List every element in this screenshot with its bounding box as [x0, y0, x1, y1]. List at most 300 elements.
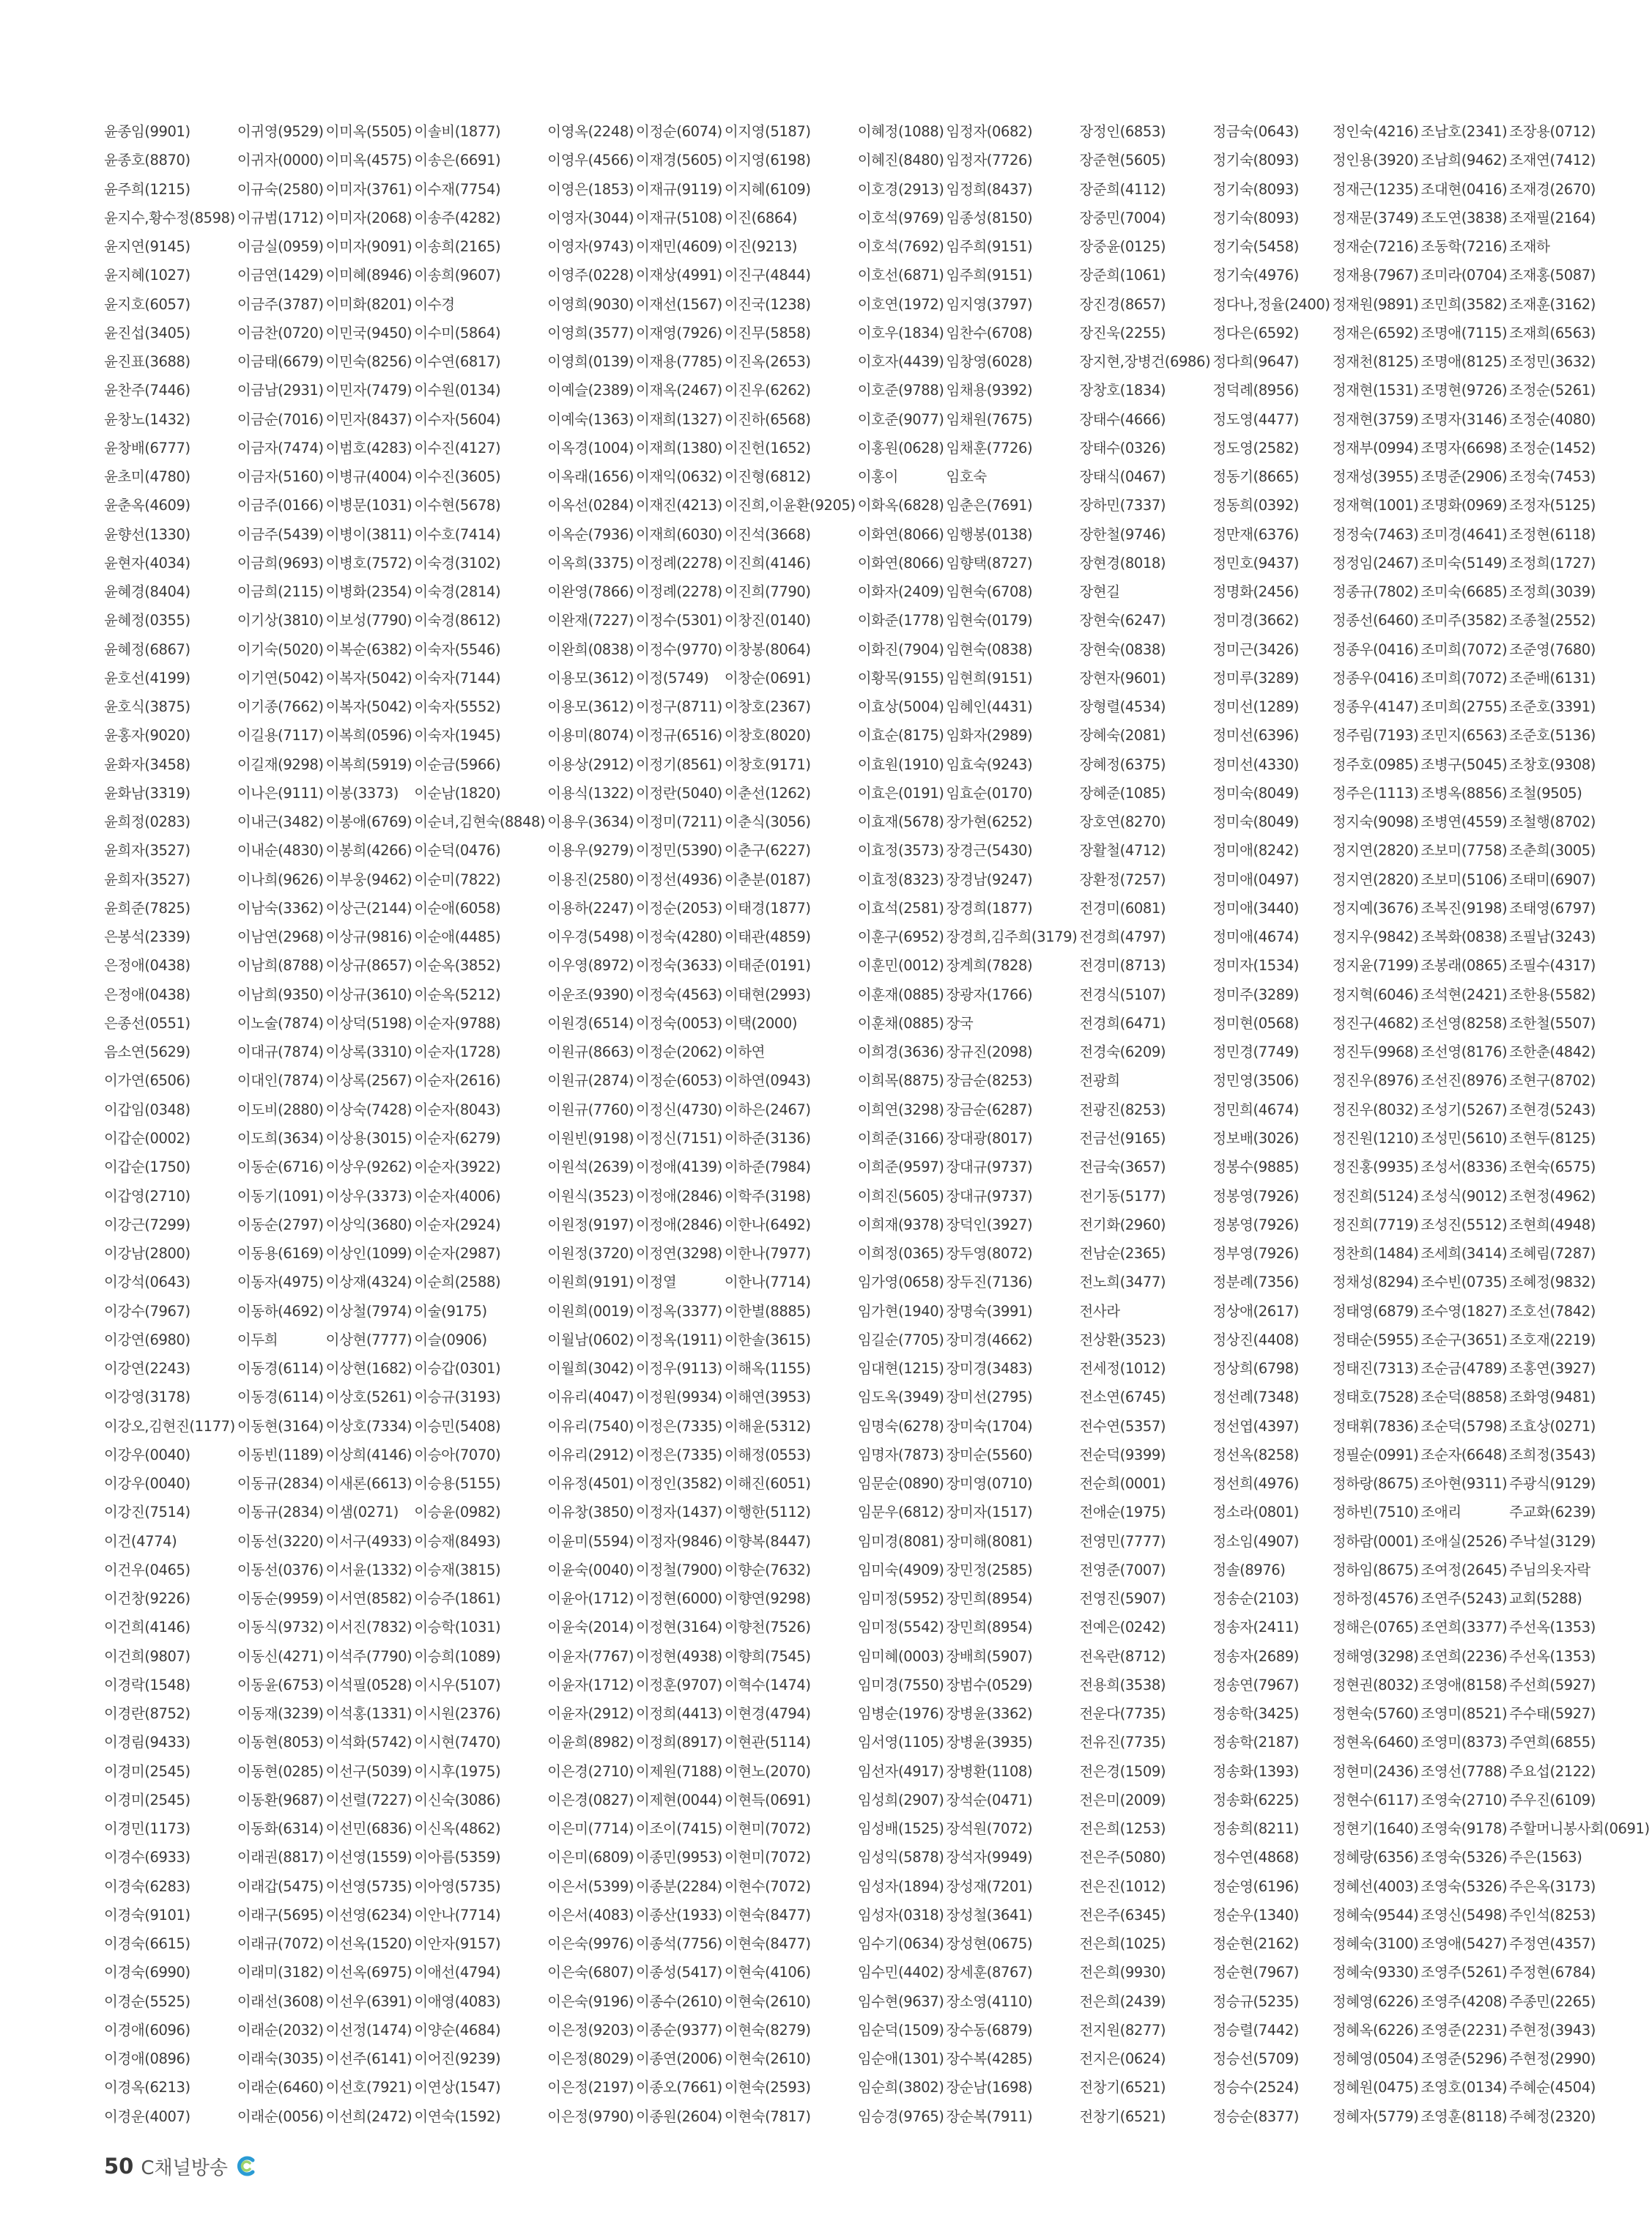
donor-entry: 이은정(9790): [547, 2107, 634, 2125]
donor-entry: 이강영(3178): [104, 1389, 190, 1406]
donor-entry: 이종오(7661): [636, 2079, 722, 2096]
donor-entry: 이선구(5039): [325, 1762, 412, 1780]
donor-entry: 이해진(6051): [724, 1475, 811, 1493]
donor-entry: 이정애(4139): [636, 1159, 722, 1176]
donor-entry: 임문순(0890): [857, 1475, 944, 1493]
donor-entry: 이종순(9377): [636, 2021, 722, 2039]
donor-entry: 이동현(0285): [237, 1762, 324, 1780]
donor-entry: 이상익(3680): [325, 1216, 412, 1233]
donor-entry: 전광희: [1079, 1072, 1120, 1090]
donor-entry: 정혜영(6226): [1332, 1992, 1419, 2010]
donor-entry: 이선정(1474): [325, 2021, 412, 2039]
donor-entry: 이경숙(6990): [104, 1964, 190, 1981]
donor-entry: 이애선(4794): [414, 1964, 501, 1981]
donor-entry: 조순금(4789): [1421, 1360, 1508, 1378]
donor-entry: 이원규(7760): [547, 1101, 634, 1118]
donor-entry: 정미애(8242): [1212, 842, 1299, 860]
donor-entry: 이유리(4047): [547, 1389, 634, 1406]
donor-entry: 조영주(4208): [1421, 1992, 1508, 2010]
donor-entry: 주선옥(1353): [1509, 1647, 1596, 1665]
donor-entry: 이하은(2467): [724, 1101, 811, 1118]
donor-entry: 이정미(7211): [636, 813, 722, 831]
donor-entry: 조재필(2164): [1509, 209, 1596, 226]
donor-entry: 이학주(3198): [724, 1187, 811, 1205]
donor-entry: 조태영(6797): [1509, 899, 1596, 917]
donor-entry: 이종원(2604): [636, 2107, 722, 2125]
donor-entry: 이동빈(1189): [237, 1446, 324, 1463]
donor-entry: 전상환(3523): [1079, 1331, 1166, 1348]
donor-entry: 주정현(6784): [1509, 1964, 1596, 1981]
donor-entry: 이완영(7866): [547, 583, 634, 601]
donor-entry: 정재근(1235): [1332, 180, 1419, 198]
donor-entry: 이강근(7299): [104, 1216, 190, 1233]
donor-entry: 전유진(7735): [1079, 1734, 1166, 1751]
donor-entry: 이래선(3608): [237, 1992, 324, 2010]
donor-entry: 이유정(4501): [547, 1475, 634, 1493]
donor-entry: 이호석(7692): [857, 238, 944, 256]
donor-entry: 조영숙(5326): [1421, 1849, 1508, 1866]
donor-entry: 장대규(9737): [946, 1187, 1033, 1205]
donor-entry: 이영희(0139): [547, 353, 634, 371]
donor-entry: 이순자(2924): [414, 1216, 501, 1233]
donor-entry: 이화옥(6828): [857, 497, 944, 514]
donor-entry: 이기숙(5020): [237, 640, 324, 658]
donor-entry: 전옥란(8712): [1079, 1647, 1166, 1665]
donor-entry: 이선영(6234): [325, 1906, 412, 1924]
donor-entry: 정상애(2617): [1212, 1302, 1299, 1320]
donor-entry: 이정은(7335): [636, 1417, 722, 1435]
donor-entry: 이창호(2367): [724, 698, 811, 716]
donor-entry: 정인용(3920): [1332, 152, 1419, 169]
donor-entry: 정순현(2162): [1212, 1935, 1299, 1953]
donor-entry: 이나희(9626): [237, 871, 324, 888]
donor-entry: 정기숙(4976): [1212, 267, 1299, 284]
donor-entry: 이상현(1682): [325, 1360, 412, 1378]
donor-entry: 이경숙(9101): [104, 1906, 190, 1924]
donor-entry: 이봉애(6769): [325, 813, 412, 831]
donor-entry: 장순남(1698): [946, 2079, 1033, 2096]
donor-entry: 이향복(8447): [724, 1532, 811, 1550]
donor-entry: 주혜정(2320): [1509, 2107, 1596, 2125]
donor-entry: 이해윤(5312): [724, 1417, 811, 1435]
donor-entry: 정지숙(9098): [1332, 813, 1419, 831]
donor-entry: 이귀영(9529): [237, 123, 324, 140]
donor-entry: 전창기(6521): [1079, 2107, 1166, 2125]
donor-entry: 이정은(7335): [636, 1446, 722, 1463]
donor-entry: 조병연(4559): [1421, 813, 1508, 831]
donor-entry: 전순희(0001): [1079, 1475, 1166, 1493]
donor-entry: 이태경(1877): [724, 899, 811, 917]
donor-entry: 이두희: [237, 1331, 278, 1348]
donor-entry: 이재민(4609): [636, 238, 722, 256]
donor-entry: 정혜선(4003): [1332, 1877, 1419, 1895]
donor-entry: 이춘식(3056): [724, 813, 811, 831]
donor-entry: 조보미(7758): [1421, 842, 1508, 860]
donor-entry: 이은미(6809): [547, 1849, 634, 1866]
donor-entry: 이정선(4936): [636, 871, 722, 888]
donor-entry: 이동화(6314): [237, 1820, 324, 1838]
donor-entry: 조애실(2526): [1421, 1532, 1508, 1550]
donor-entry: 정승순(8377): [1212, 2107, 1299, 2125]
donor-entry: 조애리: [1421, 1504, 1462, 1521]
donor-entry: 이강석(0643): [104, 1274, 190, 1291]
donor-entry: 이선주(6141): [325, 2050, 412, 2068]
donor-entry: 이영희(9030): [547, 295, 634, 313]
donor-entry: 이석주(7790): [325, 1647, 412, 1665]
donor-entry: 조호재(2219): [1509, 1331, 1596, 1348]
donor-entry: 조미라(0704): [1421, 267, 1508, 284]
donor-entry: 이선우(6391): [325, 1992, 412, 2010]
donor-entry: 이동자(4975): [237, 1274, 324, 1291]
donor-entry: 이용우(3634): [547, 813, 634, 831]
donor-entry: 이경민(1173): [104, 1820, 190, 1838]
donor-entry: 장진경(8657): [1079, 295, 1166, 313]
donor-entry: 이상용(3015): [325, 1129, 412, 1147]
donor-entry: 이정희(4413): [636, 1705, 722, 1723]
donor-entry: 조미희(7072): [1421, 640, 1508, 658]
donor-entry: 이재진(4213): [636, 497, 722, 514]
donor-entry: 이하준(7984): [724, 1159, 811, 1176]
donor-entry: 조현경(5243): [1509, 1101, 1596, 1118]
donor-entry: 이숙자(1945): [414, 727, 501, 745]
donor-entry: 윤창노(1432): [104, 410, 190, 428]
donor-entry: 정현미(2436): [1332, 1762, 1419, 1780]
donor-entry: 이효원(1910): [857, 756, 944, 773]
donor-entry: 임명숙(6278): [857, 1417, 944, 1435]
donor-entry: 장태수(0326): [1079, 439, 1166, 457]
donor-entry: 정승규(5235): [1212, 1992, 1299, 2010]
donor-entry: 이내순(4830): [237, 842, 324, 860]
donor-entry: 이진희,이윤환(9205): [724, 497, 856, 514]
donor-entry: 정혜숙(9330): [1332, 1964, 1419, 1981]
donor-entry: 조장용(0712): [1509, 123, 1596, 140]
donor-entry: 이애영(4083): [414, 1992, 501, 2010]
donor-entry: 전지은(0624): [1079, 2050, 1166, 2068]
donor-entry: 장정인(6853): [1079, 123, 1166, 140]
donor-entry: 이화자(2409): [857, 583, 944, 601]
donor-entry: 정미자(1534): [1212, 957, 1299, 975]
donor-entry: 이경미(2545): [104, 1791, 190, 1809]
donor-entry: 전영진(5907): [1079, 1590, 1166, 1608]
donor-entry: 이상규(3610): [325, 986, 412, 1003]
donor-entry: 이창봉(8064): [724, 640, 811, 658]
donor-entry: 윤향선(1330): [104, 525, 190, 543]
donor-entry: 윤지호(6057): [104, 295, 190, 313]
donor-entry: 조정순(4080): [1509, 410, 1596, 428]
donor-entry: 장활철(4712): [1079, 842, 1166, 860]
donor-entry: 임화자(2989): [946, 727, 1033, 745]
donor-entry: 이태현(2993): [724, 986, 811, 1003]
donor-entry: 이진헌(1652): [724, 439, 811, 457]
donor-entry: 이재용(7785): [636, 353, 722, 371]
donor-entry: 장병윤(3935): [946, 1734, 1033, 1751]
donor-entry: 전은경(1509): [1079, 1762, 1166, 1780]
donor-entry: 윤화남(3319): [104, 784, 190, 802]
donor-entry: 이송주(4282): [414, 209, 501, 226]
donor-entry: 이동선(3220): [237, 1532, 324, 1550]
donor-entry: 이창진(0140): [724, 612, 811, 629]
donor-entry: 정재원(9891): [1332, 295, 1419, 313]
donor-entry: 이재경(5605): [636, 152, 722, 169]
donor-entry: 이재옥(2467): [636, 382, 722, 399]
donor-entry: 윤주희(1215): [104, 180, 190, 198]
donor-entry: 윤현자(4034): [104, 554, 190, 572]
donor-entry: 조준영(7680): [1509, 640, 1596, 658]
donor-entry: 이원희(0019): [547, 1302, 634, 1320]
donor-entry: 정순우(1340): [1212, 1906, 1299, 1924]
donor-entry: 장경희(1877): [946, 899, 1033, 917]
donor-entry: 이기연(5042): [237, 669, 324, 687]
donor-entry: 이정숙(3633): [636, 957, 722, 975]
donor-entry: 이종연(2006): [636, 2050, 722, 2068]
donor-entry: 장현숙(0838): [1079, 640, 1166, 658]
donor-entry: 윤혜정(0355): [104, 612, 190, 629]
donor-entry: 장석자(9949): [946, 1849, 1033, 1866]
donor-entry: 정종선(6460): [1332, 612, 1419, 629]
donor-entry: 이래갑(5475): [237, 1877, 324, 1895]
donor-entry: 임성배(1525): [857, 1820, 944, 1838]
donor-entry: 윤종임(9901): [104, 123, 190, 140]
donor-entry: 정해영(3298): [1332, 1647, 1419, 1665]
donor-entry: 이석필(0528): [325, 1676, 412, 1693]
donor-entry: 이원정(9197): [547, 1216, 634, 1233]
donor-entry: 이진희(4146): [724, 554, 811, 572]
donor-entry: 이옥선(0284): [547, 497, 634, 514]
donor-entry: 정하임(8675): [1332, 1561, 1419, 1578]
donor-entry: 정선옥(8258): [1212, 1446, 1299, 1463]
donor-entry: 조재경(2670): [1509, 180, 1596, 198]
donor-entry: 이규범(1712): [237, 209, 324, 226]
donor-entry: 조화영(9481): [1509, 1389, 1596, 1406]
donor-entry: 조정민(3632): [1509, 353, 1596, 371]
donor-entry: 이금희(9693): [237, 554, 324, 572]
donor-entry: 이윤희(8982): [547, 1734, 634, 1751]
donor-entry: 정종우(0416): [1332, 640, 1419, 658]
donor-entry: 주종민(2265): [1509, 1992, 1596, 2010]
donor-entry: 이정신(4730): [636, 1101, 722, 1118]
donor-entry: 이송은(6691): [414, 152, 501, 169]
donor-entry: 장금순(6287): [946, 1101, 1033, 1118]
donor-entry: 이어진(9239): [414, 2050, 501, 2068]
donor-entry: 정주호(0985): [1332, 756, 1419, 773]
donor-entry: 이숙자(7144): [414, 669, 501, 687]
donor-entry: 조필수(4317): [1509, 957, 1596, 975]
donor-entry: 장형렬(4534): [1079, 698, 1166, 716]
donor-entry: 이귀자(0000): [237, 152, 324, 169]
donor-entry: 장미선(2795): [946, 1389, 1033, 1406]
donor-entry: 조필남(3243): [1509, 928, 1596, 946]
donor-entry: 장태식(0467): [1079, 468, 1166, 486]
donor-entry: 이윤숙(0040): [547, 1561, 634, 1578]
donor-entry: 조희정(3543): [1509, 1446, 1596, 1463]
donor-entry: 장한철(9746): [1079, 525, 1166, 543]
donor-entry: 이진구(4844): [724, 267, 811, 284]
donor-entry: 임성자(0318): [857, 1906, 944, 1924]
donor-entry: 임문우(6812): [857, 1504, 944, 1521]
donor-entry: 조창호(9308): [1509, 756, 1596, 773]
donor-entry: 임주희(9151): [946, 238, 1033, 256]
donor-entry: 이은숙(9196): [547, 1992, 634, 2010]
donor-entry: 이수진(3605): [414, 468, 501, 486]
donor-entry: 임미정(5952): [857, 1590, 944, 1608]
donor-entry: 이지영(6198): [724, 152, 811, 169]
donor-entry: 정정임(2467): [1332, 554, 1419, 572]
donor-entry: 이예슬(2389): [547, 382, 634, 399]
donor-entry: 이우영(8972): [547, 957, 634, 975]
donor-entry: 조병구(5045): [1421, 756, 1508, 773]
donor-entry: 이정구(8711): [636, 698, 722, 716]
donor-entry: 조혜림(7287): [1509, 1245, 1596, 1263]
donor-entry: 이정기(8561): [636, 756, 722, 773]
donor-entry: 이동용(6169): [237, 1245, 324, 1263]
donor-entry: 이봉희(4266): [325, 842, 412, 860]
donor-entry: 이해정(0553): [724, 1446, 811, 1463]
donor-entry: 임지영(3797): [946, 295, 1033, 313]
donor-entry: 이정(5749): [636, 669, 709, 687]
donor-entry: 이완재(7227): [547, 612, 634, 629]
donor-entry: 이강우(0040): [104, 1475, 190, 1493]
donor-entry: 조성식(9012): [1421, 1187, 1508, 1205]
donor-entry: 이재익(0632): [636, 468, 722, 486]
donor-entry: 이현수(7072): [724, 1877, 811, 1895]
donor-entry: 전애순(1975): [1079, 1504, 1166, 1521]
donor-entry: 조영신(5498): [1421, 1906, 1508, 1924]
donor-entry: 조재하: [1509, 238, 1550, 256]
donor-entry: 조현숙(6575): [1509, 1159, 1596, 1176]
donor-entry: 조준배(6131): [1509, 669, 1596, 687]
donor-entry: 정태호(7528): [1332, 1389, 1419, 1406]
donor-entry: 이월희(3042): [547, 1360, 634, 1378]
donor-entry: 조영숙(9178): [1421, 1820, 1508, 1838]
donor-entry: 정재은(6592): [1332, 324, 1419, 341]
donor-entry: 이내근(3482): [237, 813, 324, 831]
donor-entry: 이화준(1778): [857, 612, 944, 629]
donor-entry: 이윤자(7767): [547, 1647, 634, 1665]
donor-entry: 이호연(1972): [857, 295, 944, 313]
donor-entry: 이안자(9157): [414, 1935, 501, 1953]
donor-entry: 윤창배(6777): [104, 439, 190, 457]
donor-entry: 이래권(8817): [237, 1849, 324, 1866]
donor-entry: 이지혜(6109): [724, 180, 811, 198]
donor-entry: 이상우(9262): [325, 1159, 412, 1176]
donor-entry: 윤희자(3527): [104, 842, 190, 860]
donor-entry: 장혜숙(2081): [1079, 727, 1166, 745]
donor-entry: 주요섭(2122): [1509, 1762, 1596, 1780]
donor-entry: 전운다(7735): [1079, 1705, 1166, 1723]
donor-entry: 장호연(8270): [1079, 813, 1166, 831]
donor-entry: 이재선(1567): [636, 295, 722, 313]
donor-entry: 윤호선(4199): [104, 669, 190, 687]
donor-entry: 은종선(0551): [104, 1014, 190, 1032]
donor-entry: 조영준(5296): [1421, 2050, 1508, 2068]
donor-entry: 주혜순(4504): [1509, 2079, 1596, 2096]
donor-entry: 이진(6864): [724, 209, 798, 226]
donor-entry: 이복자(5042): [325, 669, 412, 687]
donor-entry: 이승규(3193): [414, 1389, 501, 1406]
donor-entry: 주인석(8253): [1509, 1906, 1596, 1924]
donor-entry: 정송순(2103): [1212, 1590, 1299, 1608]
donor-entry: 이정희(8917): [636, 1734, 722, 1751]
donor-entry: 이수경: [414, 295, 455, 313]
donor-entry: 장금순(8253): [946, 1072, 1033, 1090]
donor-entry: 이종석(7756): [636, 1935, 722, 1953]
donor-entry: 이정애(2846): [636, 1216, 722, 1233]
donor-entry: 이정숙(4563): [636, 986, 722, 1003]
donor-entry: 교회(5288): [1509, 1590, 1582, 1608]
donor-entry: 이승주(1861): [414, 1590, 501, 1608]
donor-entry: 이강연(2243): [104, 1360, 190, 1378]
donor-entry: 정진두(9968): [1332, 1043, 1419, 1061]
donor-entry: 정재순(7216): [1332, 238, 1419, 256]
donor-entry: 이영우(4566): [547, 152, 634, 169]
donor-entry: 이종분(2284): [636, 1877, 722, 1895]
donor-entry: 이용상(2912): [547, 756, 634, 773]
donor-entry: 조영미(8521): [1421, 1705, 1508, 1723]
donor-entry: 정현숙(5760): [1332, 1705, 1419, 1723]
donor-entry: 이서진(7832): [325, 1619, 412, 1636]
donor-entry: 전광진(8253): [1079, 1101, 1166, 1118]
donor-entry: 이현경(4794): [724, 1705, 811, 1723]
donor-entry: 정진우(8032): [1332, 1101, 1419, 1118]
donor-entry: 이선호(7921): [325, 2079, 412, 2096]
donor-entry: 이갑순(1750): [104, 1159, 190, 1176]
donor-entry: 이정례(2278): [636, 583, 722, 601]
donor-entry: 조철행(8702): [1509, 813, 1596, 831]
donor-entry: 이춘분(0187): [724, 871, 811, 888]
donor-entry: 이정철(7900): [636, 1561, 722, 1578]
donor-entry: 이갑영(2710): [104, 1187, 190, 1205]
donor-entry: 이미옥(5505): [325, 123, 412, 140]
donor-entry: 이원규(2874): [547, 1072, 634, 1090]
donor-entry: 이창호(8020): [724, 727, 811, 745]
donor-entry: 이진옥(2653): [724, 353, 811, 371]
donor-entry: 이호선(6871): [857, 267, 944, 284]
donor-entry: 이경림(9433): [104, 1734, 190, 1751]
donor-entry: 전남순(2365): [1079, 1245, 1166, 1263]
donor-entry: 임현숙(0179): [946, 612, 1033, 629]
donor-entry: 이강우(0040): [104, 1446, 190, 1463]
donor-entry: 장광자(1766): [946, 986, 1033, 1003]
donor-entry: 이숙자(5546): [414, 640, 501, 658]
donor-entry: 조복진(9198): [1421, 899, 1508, 917]
donor-entry: 이강진(7514): [104, 1504, 190, 1521]
donor-entry: 조현구(8702): [1509, 1072, 1596, 1090]
donor-entry: 정덕례(8956): [1212, 382, 1299, 399]
donor-entry: 이종민(9953): [636, 1849, 722, 1866]
donor-entry: 이선민(6836): [325, 1820, 412, 1838]
donor-entry: 이효은(0191): [857, 784, 944, 802]
donor-entry: 이정현(6000): [636, 1590, 722, 1608]
donor-entry: 장성현(0675): [946, 1935, 1033, 1953]
donor-entry: 장중윤(0125): [1079, 238, 1166, 256]
donor-entry: 이제원(7188): [636, 1762, 722, 1780]
donor-entry: 장대규(9737): [946, 1159, 1033, 1176]
donor-entry: 조미희(2755): [1421, 698, 1508, 716]
donor-entry: 이영은(1853): [547, 180, 634, 198]
donor-entry: 정소라(0801): [1212, 1504, 1299, 1521]
donor-entry: 정송학(2187): [1212, 1734, 1299, 1751]
donor-entry: 이길용(7117): [237, 727, 324, 745]
donor-entry: 조명자(6698): [1421, 439, 1508, 457]
donor-entry: 이숙경(8612): [414, 612, 501, 629]
donor-entry: 조명애(8125): [1421, 353, 1508, 371]
donor-entry: 정혜영(0504): [1332, 2050, 1419, 2068]
donor-entry: 정하랑(8675): [1332, 1475, 1419, 1493]
donor-entry: 장배희(5907): [946, 1647, 1033, 1665]
donor-entry: 조정희(3039): [1509, 583, 1596, 601]
donor-entry: 이희연(3298): [857, 1101, 944, 1118]
donor-entry: 이규숙(2580): [237, 180, 324, 198]
